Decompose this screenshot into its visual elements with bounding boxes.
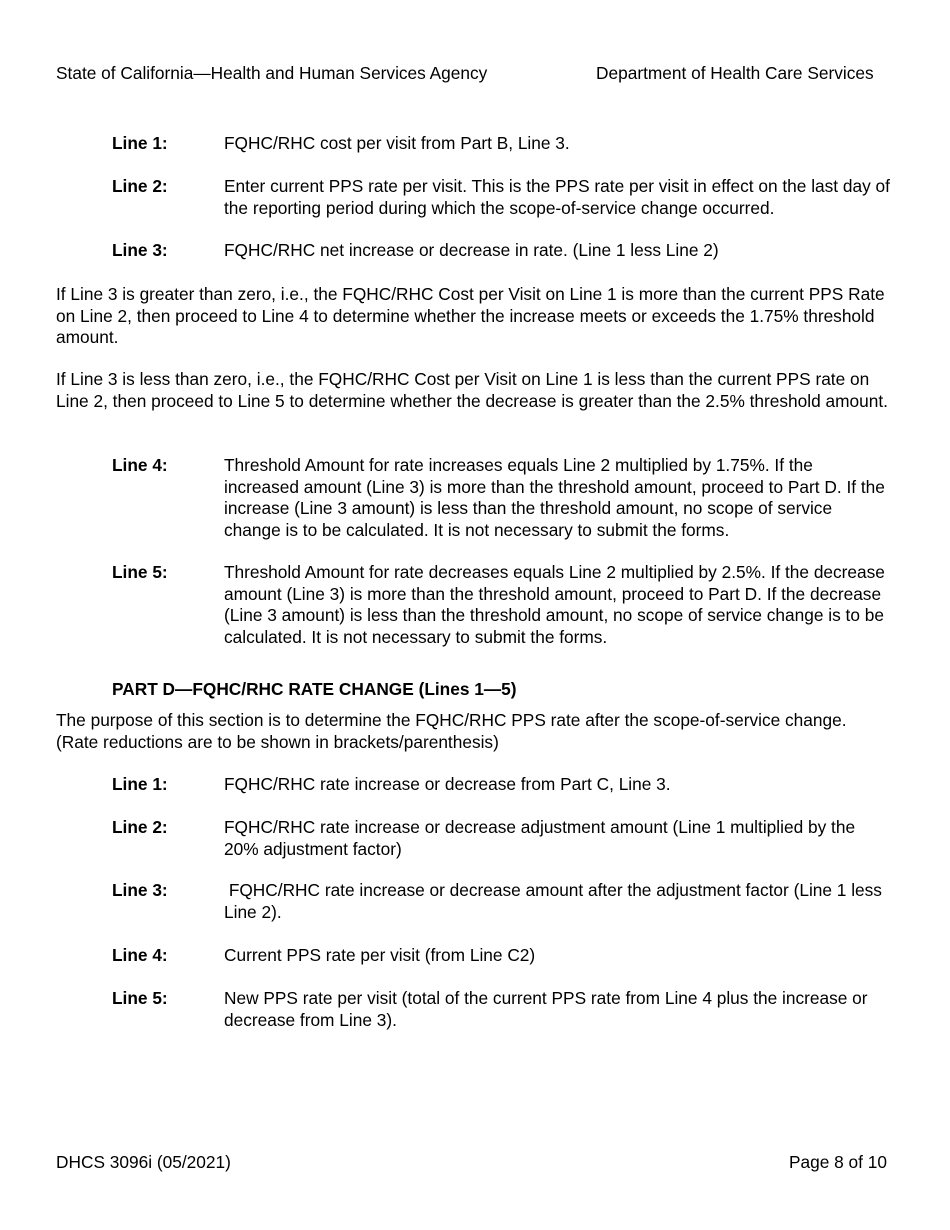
part-c-line-2 <box>112 176 892 219</box>
line-text: FQHC/RHC rate increase or decrease adjustment amount (Line 1 multiplied by the 20% adjustment factor) <box>224 817 856 859</box>
line-text: New PPS rate per visit (total of the current PPS rate from Line 4 plus the increase or decrease from Line 3). <box>224 988 868 1030</box>
line-text: Threshold Amount for rate decreases equals Line 2 multiplied by 2.5%. If the decrease amount (Line 3) is more than the threshold amount, proceed to Part D. If the decrease (Line 3 amount) is less than the threshold amount, no scope of service change is to be calculated. It is not necessary to submit the forms. <box>224 562 885 647</box>
part-d-line-4 <box>112 945 892 967</box>
part-c-line-1 <box>112 133 892 155</box>
part-c-line-3 <box>112 240 892 262</box>
threshold-line-4 <box>112 455 892 541</box>
part-d-intro: The purpose of this section is to determine the FQHC/RHC PPS rate after the scope-of-service change. (Rate reductions are to be shown in brackets/parenthesis) <box>56 710 847 752</box>
line-text: FQHC/RHC net increase or decrease in rate. (Line 1 less Line 2) <box>224 240 719 260</box>
line-label: Line 3: <box>112 880 168 900</box>
threshold-line-5 <box>112 562 892 648</box>
line-text: FQHC/RHC cost per visit from Part B, Line 3. <box>224 133 570 153</box>
line-text: Threshold Amount for rate increases equals Line 2 multiplied by 1.75%. If the increased amount (Line 3) is more than the threshold amount, proceed to Part D. If the increase (Line 3 amount) is less than the threshold amount, no scope of service change is to be calculated. It is not necessary to submit the forms. <box>224 455 885 540</box>
line-text: FQHC/RHC rate increase or decrease amount after the adjustment factor (Line 1 less Line 2). <box>224 880 887 922</box>
line-label: Line 1: <box>112 133 168 153</box>
line-label: Line 5: <box>112 562 168 582</box>
footer-page-number: Page 8 of 10 <box>788 1152 887 1172</box>
header-agency: State of California—Health and Human Services Agency <box>56 63 488 83</box>
line-label: Line 2: <box>112 176 168 196</box>
line-text: FQHC/RHC rate increase or decrease from Part C, Line 3. <box>224 774 671 794</box>
part-d-line-5 <box>112 988 892 1031</box>
part-d-line-3 <box>112 880 892 923</box>
line-label: Line 4: <box>112 945 168 965</box>
line-label: Line 1: <box>112 774 168 794</box>
paragraph-increase: If Line 3 is greater than zero, i.e., the FQHC/RHC Cost per Visit on Line 1 is more than the current PPS Rate on Line 2, then proceed to Line 4 to determine whether the increase meets or exceeds the 1.75% threshold amount. <box>56 284 885 347</box>
part-d-heading: PART D—FQHC/RHC RATE CHANGE (Lines 1—5) <box>112 679 517 699</box>
footer-form-id: DHCS 3096i (05/2021) <box>56 1152 231 1172</box>
part-d-line-1 <box>112 774 892 796</box>
paragraph-decrease: If Line 3 is less than zero, i.e., the FQHC/RHC Cost per Visit on Line 1 is less than the current PPS rate on Line 2, then proceed to Line 5 to determine whether the decrease is greater than the 2.5% threshold amount. <box>56 369 888 411</box>
line-label: Line 3: <box>112 240 168 260</box>
part-d-line-2 <box>112 817 892 860</box>
header-department: Department of Health Care Services <box>596 63 874 83</box>
line-text: Current PPS rate per visit (from Line C2) <box>224 945 536 965</box>
line-label: Line 5: <box>112 988 168 1008</box>
line-text: Enter current PPS rate per visit. This is the PPS rate per visit in effect on the last day of the reporting period during which the scope-of-service change occurred. <box>224 176 890 218</box>
line-label: Line 2: <box>112 817 168 837</box>
line-label: Line 4: <box>112 455 168 475</box>
